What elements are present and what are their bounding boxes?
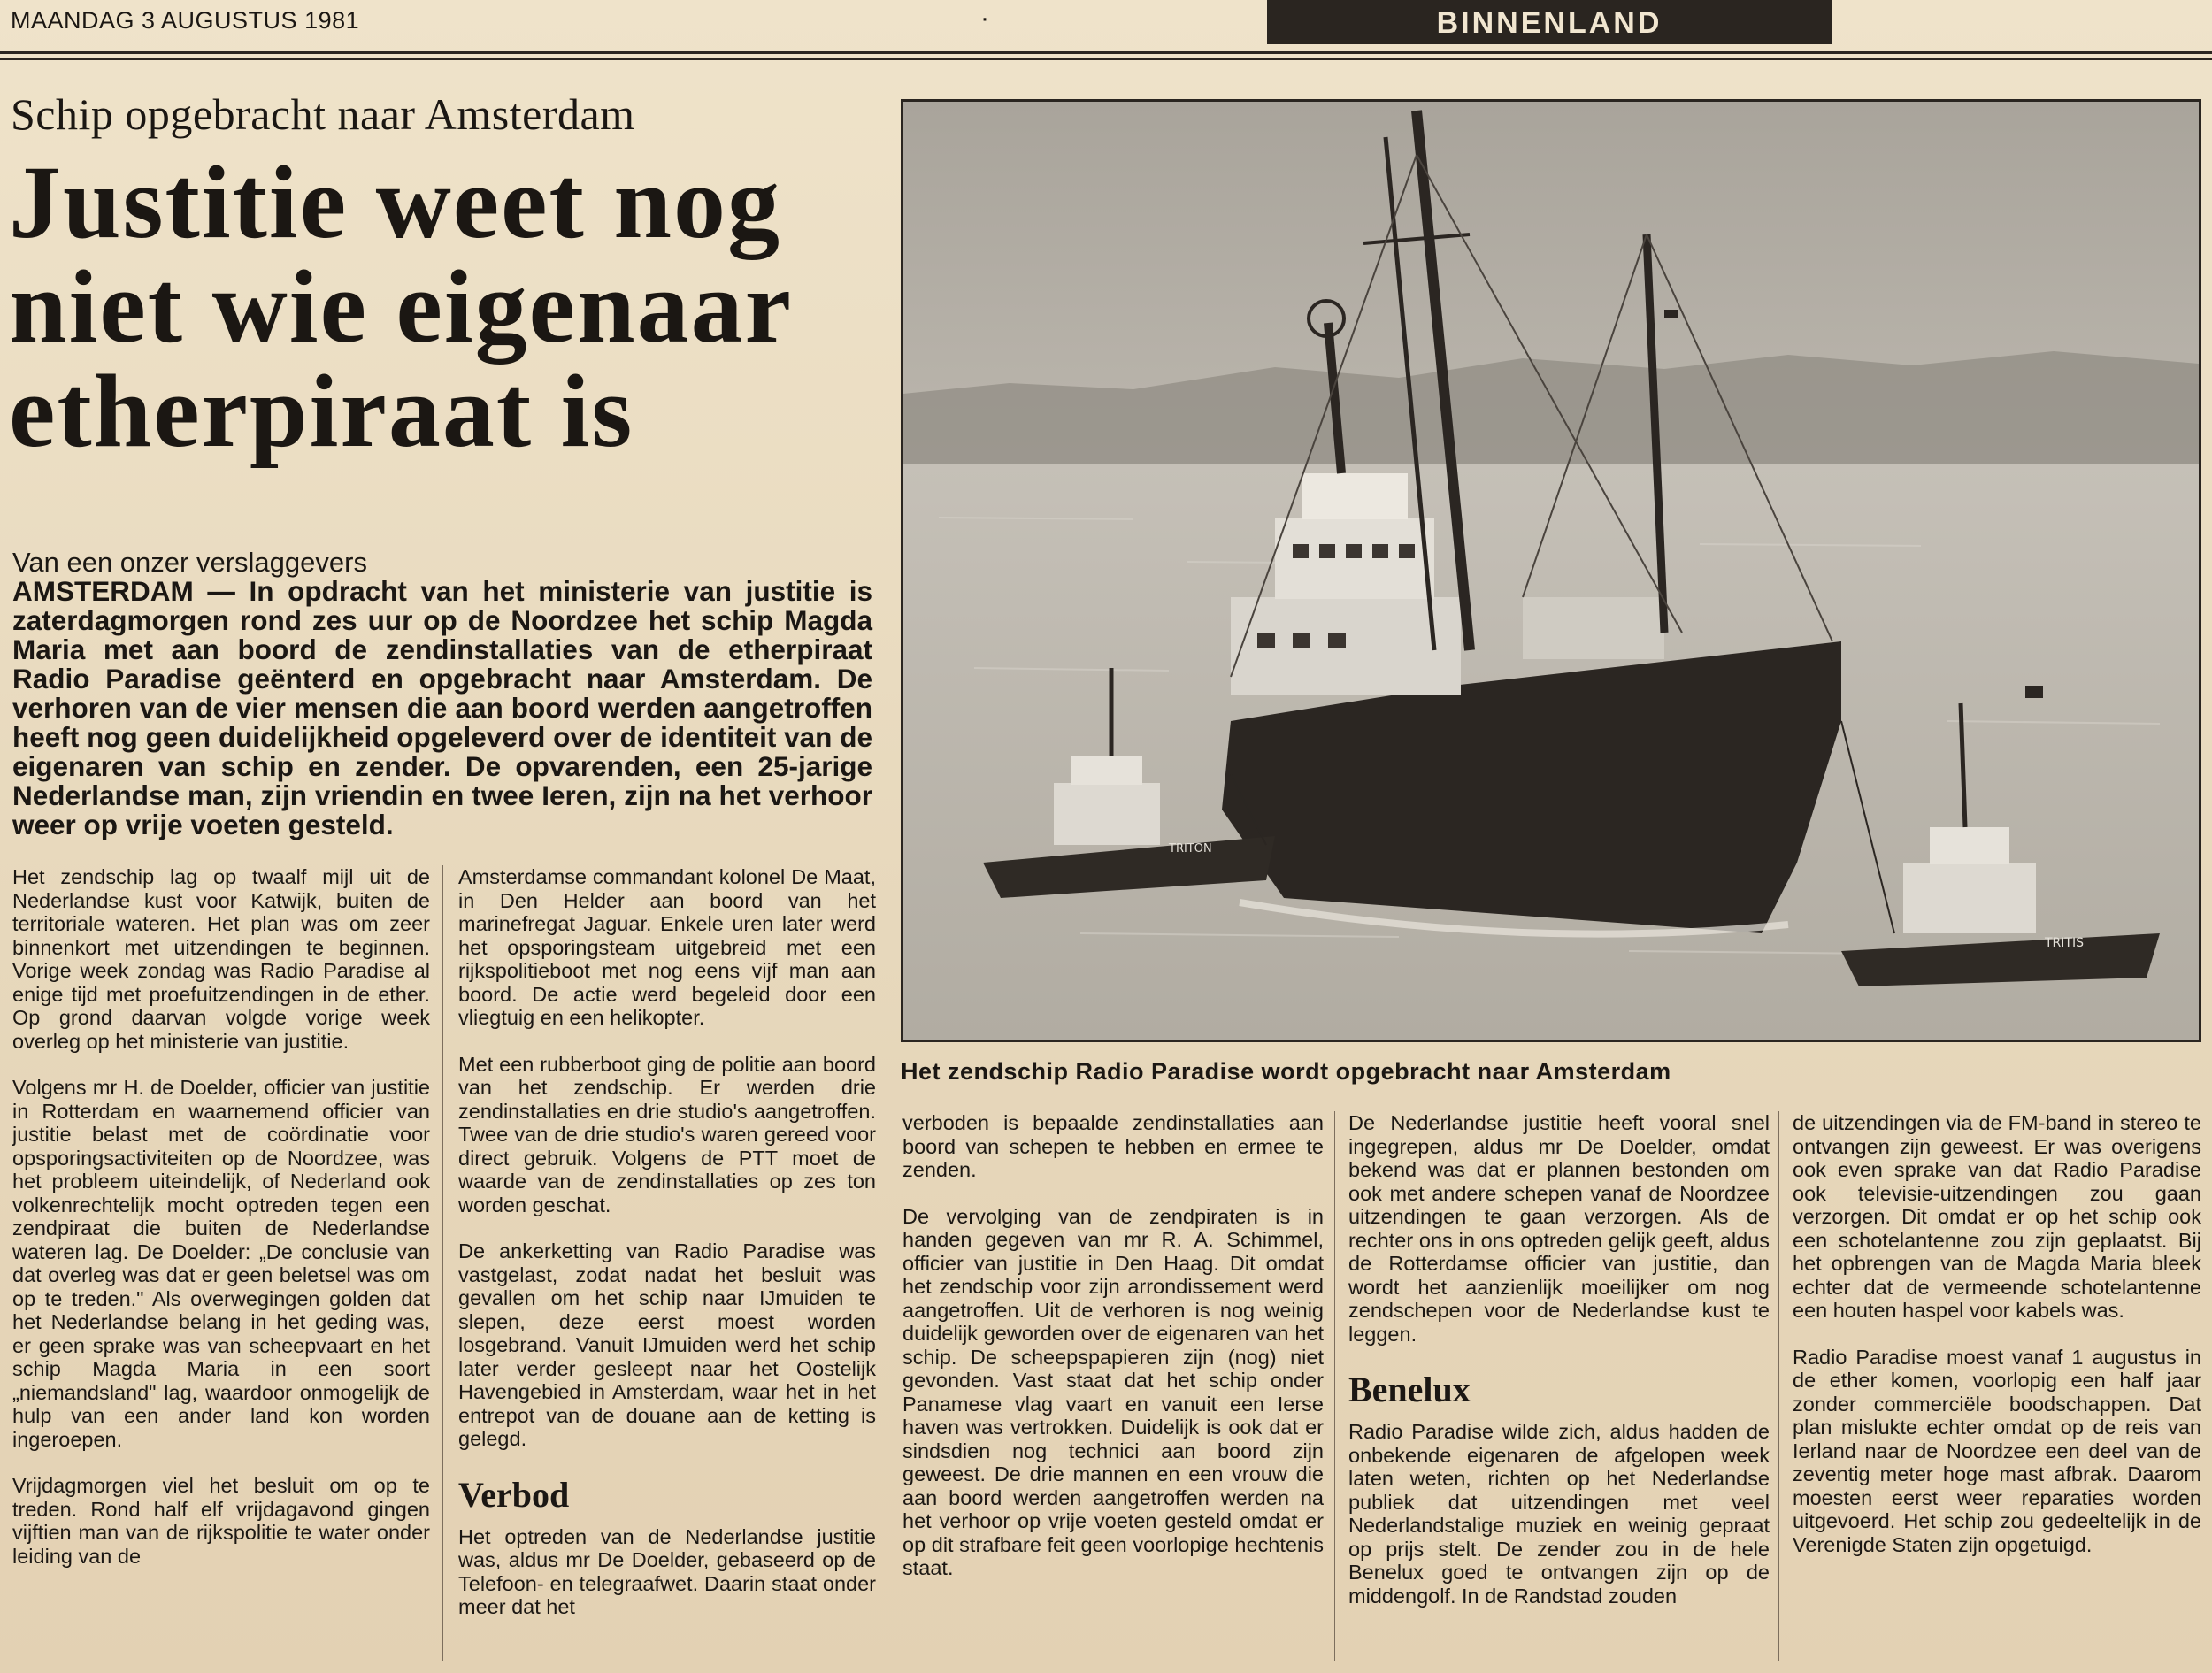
paragraph: Vrijdagmorgen viel het besluit om op te treden. Rond half elf vrijdagavond gingen vijftien man van de rijkspolitie te water onder leiding van de xyxy=(12,1474,430,1568)
paragraph: De Nederlandse justitie heeft vooral snel ingegrepen, aldus mr De Doelder, omdat bekend was dat er plannen bestonden om ook met andere schepen vanaf de Noordzee uitzendingen te gaan verzorgen. Als de rechter ons in ons optreden gelijk geeft, aldus de Rotterdamse officier van justitie, dan wordt het aanzienlijk moeilijker om nog zendschepen voor de Nederlandse kust te leggen. xyxy=(1348,1111,1770,1346)
paragraph: De vervolging van de zendpiraten is in handen gegeven van mr R. A. Schimmel, officier van justitie in Den Haag. Dit omdat het zendschip voor zijn arrondissement werd aangetroffen. Uit de verhoren is nog weinig duidelijk geworden over de eigenaren van het schip. De scheepspapieren zijn (nog) niet gevonden. Vast staat dat het schip onder Panamese vlag vaart en vanuit een Ierse haven was vertrokken. Duidelijk is ook dat er sindsdien nog technici aan boord zijn geweest. De drie mannen en een vrouw die aan boord werden aangetroffen werden na het verhoor op vrije voeten gesteld omdat er op dit strafbare feit geen voorlopige hechtenis staat. xyxy=(902,1204,1324,1579)
header-dot: · xyxy=(980,4,989,33)
column-rule xyxy=(442,865,443,1661)
ship-photo-illustration xyxy=(903,102,2199,1040)
article-headline xyxy=(9,144,885,469)
body-column-2 xyxy=(458,865,876,1642)
paragraph: Het zendschip lag op twaalf mijl uit de Nederlandse kust voor Katwijk, buiten de territoriale wateren. Het plan was om zeer binnenkort met uitzendingen te beginnen. Vorige week zondag was Radio Paradise al enige tijd met proefuitzendingen in de ether. Op grond daarvan volgde vorige week overleg op het ministerie van justitie. xyxy=(12,865,430,1053)
headline-line: etherpiraat is xyxy=(9,353,634,469)
subheading-verbod: Verbod xyxy=(458,1474,570,1515)
paragraph: Met een rubberboot ging de politie aan boord van het zendschip. Er werden drie zendinstallaties en drie studio's aangetroffen. Twee van de drie studio's waren gereed voor direct gebruik. Volgens de PTT moet de waarde van de zendinstallaties op zes ton worden geschat. xyxy=(458,1052,876,1216)
body-column-3 xyxy=(902,1111,1324,1603)
column-rule xyxy=(1334,1111,1335,1661)
body-column-4 xyxy=(1348,1111,1770,1631)
tug-left-name: TRITON xyxy=(1169,842,1212,856)
body-column-1 xyxy=(12,865,430,1591)
header-rule-thin xyxy=(0,58,2212,60)
paragraph: de uitzendingen via de FM-band in stereo te ontvangen zijn geweest. Er was overigens ook even sprake van dat Radio Paradise ook televisie-uitzendingen zou gaan verzorgen. Dit omdat er op het schip ook een schotelantenne zou zijn geplaatst. Bij het opbrengen van de Magda Maria bleek echter dat de vermeende schotelantenne een houten haspel voor kabels was. xyxy=(1793,1111,2201,1322)
subheading-benelux: Benelux xyxy=(1348,1370,1471,1409)
headline-line: niet wie eigenaar xyxy=(9,249,793,365)
ship-photo xyxy=(901,99,2201,1042)
headline-line: Justitie weet nog xyxy=(9,144,781,260)
paragraph: De ankerketting van Radio Paradise was vastgelast, zodat nadat het besluit was gevallen om het schip naar IJmuiden te slepen, deze eerst moest worden losgebrand. Vanuit IJmuiden werd het schip later verder gesleept naar het Oostelijk Havengebied in Amsterdam, waar het in het entrepot van de douane aan de ketting is gelegd. xyxy=(458,1239,876,1450)
paragraph: Het optreden van de Nederlandse justitie was, aldus mr De Doelder, gebaseerd op de Telefoon- en telegraafwet. Daarin staat onder meer dat het xyxy=(458,1524,876,1618)
dateline: MAANDAG 3 AUGUSTUS 1981 xyxy=(11,7,360,34)
paragraph: verboden is bepaalde zendinstallaties aan boord van schepen te hebben en ermee te zenden. xyxy=(902,1111,1324,1181)
body-column-5 xyxy=(1793,1111,2201,1579)
article-kicker: Schip opgebracht naar Amsterdam xyxy=(11,89,635,139)
paragraph: Amsterdamse commandant kolonel De Maat, in Den Helder aan boord van het marinefregat Jaguar. Enkele uren later werd het opsporingsteam uitgebreid met een rijkspolitieboot met nog eens vijf man aan boord. De actie werd begeleid door een vliegtuig en een helikopter. xyxy=(458,865,876,1029)
paragraph: Radio Paradise wilde zich, aldus hadden de onbekende eigenaren de afgelopen week laten weten, richten op het Nederlandse publiek dat uitzendingen met veel Nederlandstalige muziek en weinig gepraat op prijs stelt. De zender zou in de hele Benelux goed te ontvangen zijn op de middengolf. In de Randstad zouden xyxy=(1348,1420,1770,1608)
byline: Van een onzer verslaggevers xyxy=(12,547,367,578)
paragraph: Radio Paradise moest vanaf 1 augustus in de ether komen, voorlopig een half jaar zonder commerciële boodschappen. Dat plan mislukte echter omdat op de reis van Ierland naar de Noordzee een deel van de zeventig meter hoge mast afbrak. Daarom moesten eerst weer reparaties worden uitgevoerd. Het schip zou gedeeltelijk in de Verenigde Staten zijn opgetuigd. xyxy=(1793,1345,2201,1556)
photo-caption: Het zendschip Radio Paradise wordt opgebracht naar Amsterdam xyxy=(901,1058,1671,1085)
lead-paragraph: AMSTERDAM — In opdracht van het ministerie van justitie is zaterdagmorgen rond zes uur op de Noordzee het schip Magda Maria met aan boord de zendinstallaties van de etherpiraat Radio Paradise geënterd en opgebracht naar Amsterdam. De verhoren van de vier mensen die aan boord werden aangetroffen heeft nog geen duidelijkheid opgeleverd over de identiteit van de eigenaren van schip en zender. De opvarenden, een 25-jarige Nederlandse man, zijn vriendin en twee Ieren, zijn na het verhoor weer op vrije voeten gesteld. xyxy=(12,575,872,840)
section-banner: BINNENLAND xyxy=(1267,0,1832,44)
column-rule xyxy=(1778,1111,1779,1661)
tug-right-name: TRITIS xyxy=(2045,936,2084,950)
header-rule xyxy=(0,51,2212,54)
paragraph: Volgens mr H. de Doelder, officier van justitie in Rotterdam en waarnemend officier van justitie belast met de coördinatie voor opsporingsactiviteiten op de Noordzee, was het probleem uiteindelijk, of Nederland ook volkenrechtelijk mocht optreden tegen een zendpiraat die buiten de Nederlandse wateren lag. De Doelder: „De conclusie van dat overleg was dat er geen beletsel was om op te treden." Als overwegingen golden dat het Nederlandse belang in het geding was, er geen sprake was van scheepvaart en het schip Magda Maria in een soort „niemandsland" lag, waardoor onmogelijk de hulp van een ander land kon worden ingeroepen. xyxy=(12,1076,430,1451)
